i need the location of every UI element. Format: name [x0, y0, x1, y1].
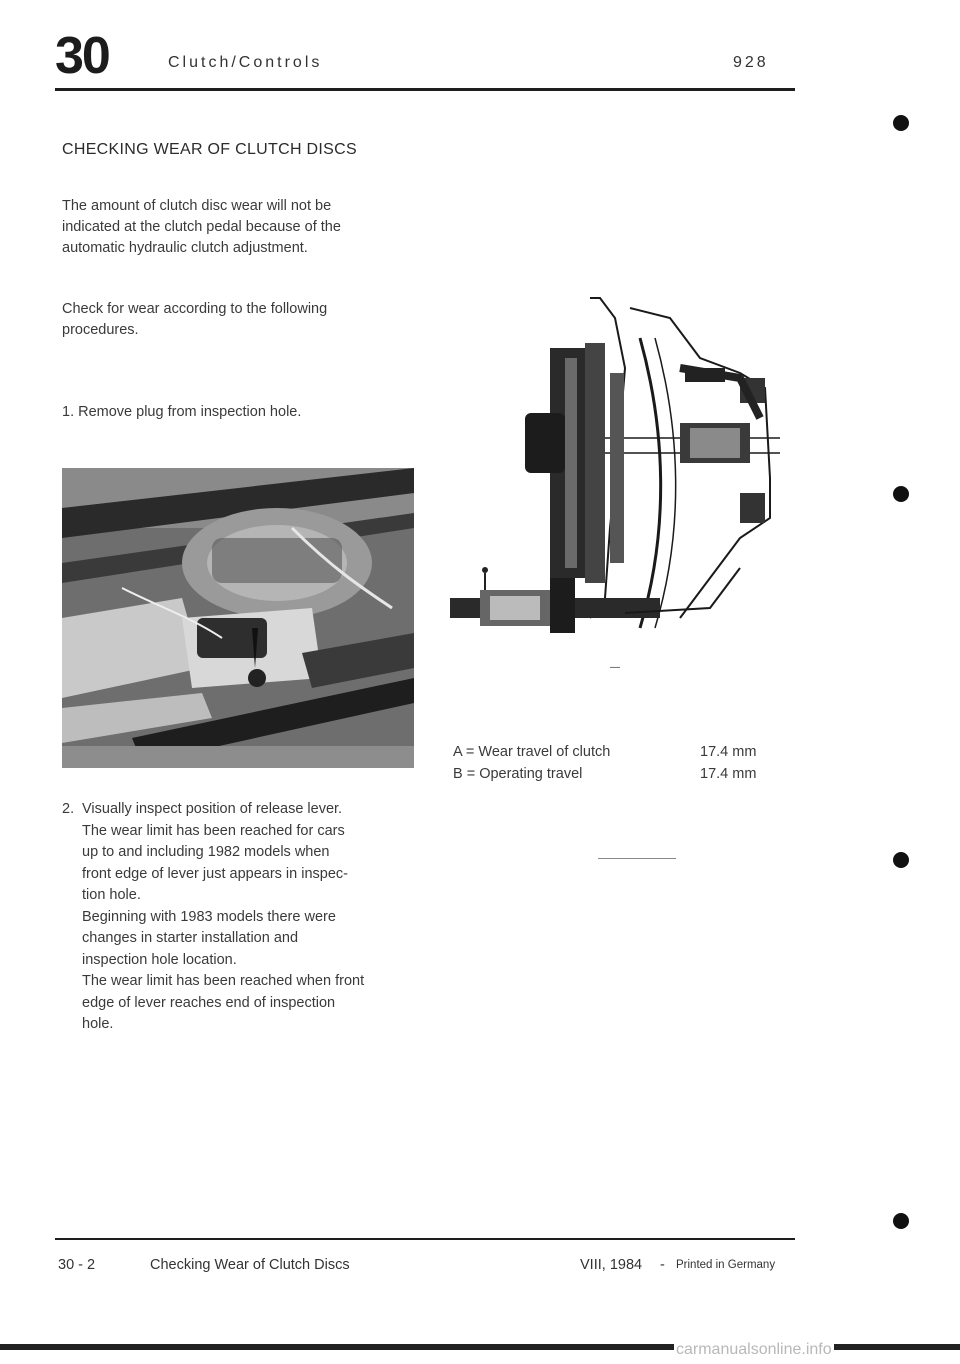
svg-text:—: — — [610, 662, 620, 673]
clutch-cross-section-diagram — [440, 278, 800, 678]
check-paragraph: Check for wear according to the following procedures. — [62, 301, 328, 338]
section-number: 30 — [55, 27, 109, 85]
section-title: Clutch/Controls — [168, 54, 323, 71]
spec-label-b: B = Operating travel — [453, 766, 583, 782]
footer-edition: VIII, 1984 — [580, 1257, 643, 1273]
footer-rule — [55, 1238, 795, 1240]
inspection-hole-photo — [62, 468, 414, 768]
spec-label-a: A = Wear travel of clutch — [453, 744, 611, 760]
step2-block — [62, 799, 422, 1036]
watermark-text: carmanualsonline.info — [676, 1341, 832, 1358]
page-number: 30 - 2 — [58, 1257, 96, 1273]
step2-number: 2. — [62, 801, 75, 817]
footer-dash: - — [660, 1257, 665, 1273]
header-rule — [55, 88, 795, 91]
model-number: 928 — [733, 54, 769, 71]
margin-bullet — [893, 115, 909, 131]
step2-text: Visually inspect position of release lever. The wear limit has been reached for cars up to and including 1982 models when front edge of lever just appears in inspec- tion hole. Beginning with 1983 models there were changes in starter installation and inspection hole location. The wear limit has been reached when front edge of lever reaches end of inspection hole. — [82, 801, 365, 1032]
step1-text: 1. Remove plug from inspection hole. — [62, 404, 302, 420]
margin-bullet — [893, 1213, 909, 1229]
footer-title: Checking Wear of Clutch Discs — [150, 1257, 350, 1273]
intro-paragraph: The amount of clutch disc wear will not be indicated at the clutch pedal because of the automatic hydraulic clutch adjustment. — [62, 198, 341, 256]
separator-rule — [598, 858, 676, 859]
page-heading: CHECKING WEAR OF CLUTCH DISCS — [62, 141, 357, 158]
margin-bullet — [893, 852, 909, 868]
margin-bullet — [893, 486, 909, 502]
footer-printed: Printed in Germany — [676, 1259, 776, 1271]
spec-value-a: 17.4 mm — [700, 744, 757, 760]
spec-value-b: 17.4 mm — [700, 766, 757, 782]
